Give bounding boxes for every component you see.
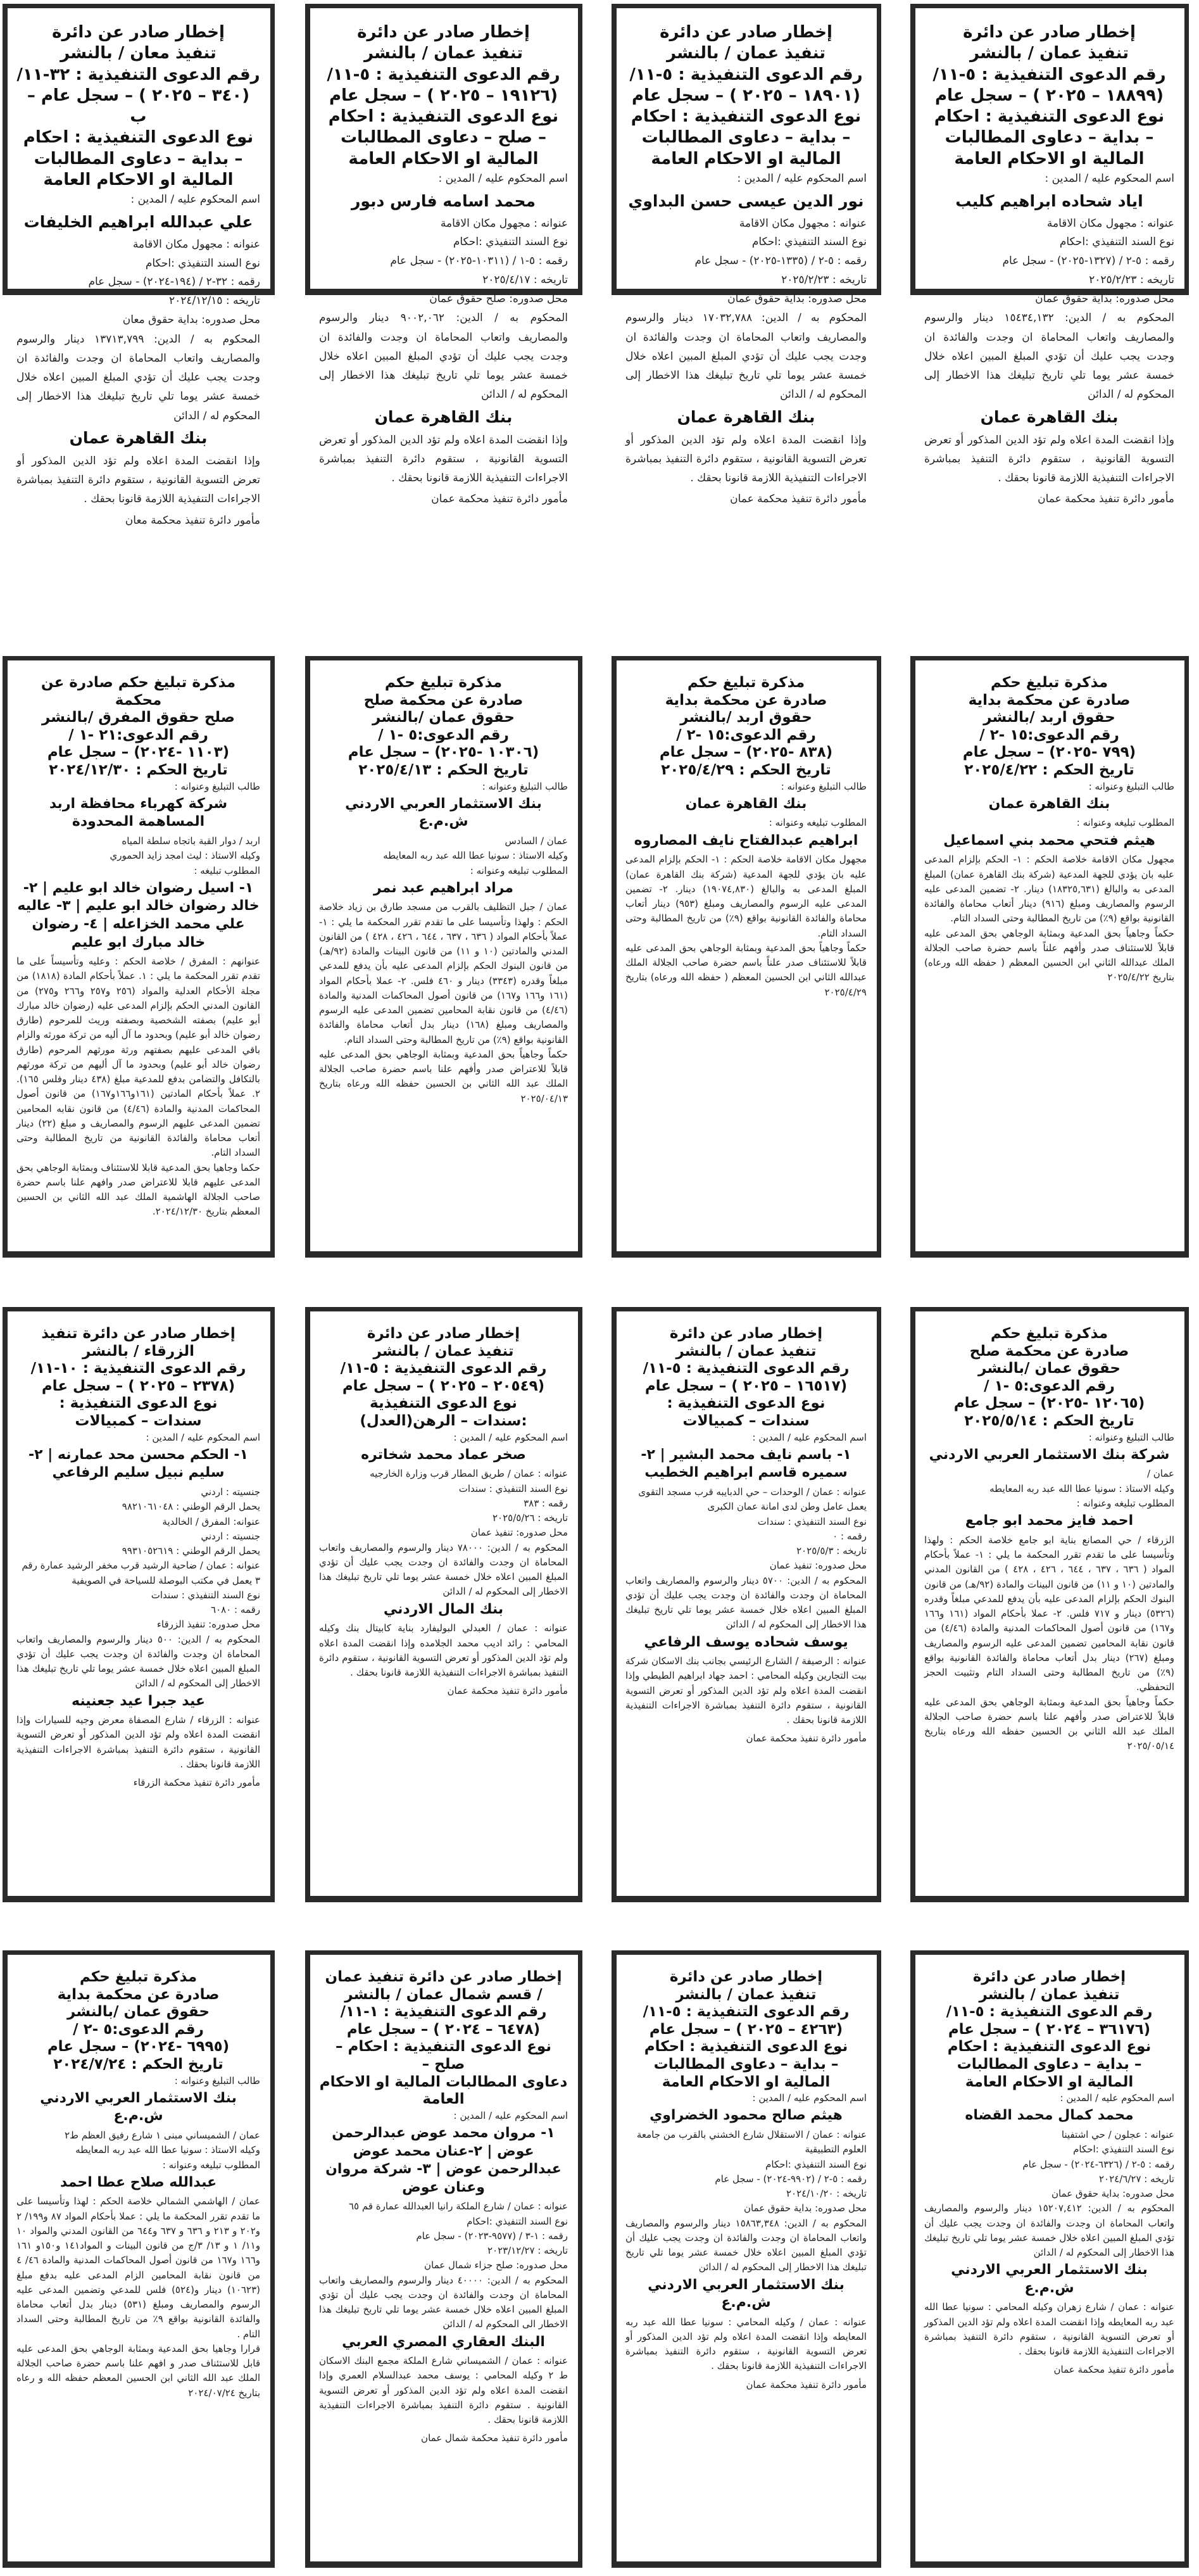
- respondent-name: احمد فايز محمد ابو جامع: [965, 1513, 1134, 1529]
- respondent-name: مراد ابراهيم عبد نمر: [373, 880, 514, 896]
- notice-r3c3: إخطار صادر عن دائرة تنفيذ عمان / بالنشر رقم الدعوى التنفيذية : ٥-١١/ (٢٠٥٤٩ – ٢٠٢٥ ) – سجل عام نوع الدعوى التنفيذية :سندات – الرهن(العدل) اسم المحكوم عليه / المدين : صخر عماد محمد شخاتره عنوانه : عمان / طريق المطار قرب وزارة الخارجيه نوع السند التنفيذي : سندات رقمه : ٣٨٣ تاريخه : ٢٠٢٥/٥/٢٦ محل صدوره: تنفيذ عمان المحكوم به / الدين: ٧٨٠٠٠ دينار والرسوم والمصاريف واتعاب المحاماة ان وجدت والفائدة ان وجدت يجب عليك أن تؤدي المبلغ المبين اعلاه خلال خمسة عشر يوما تلي تاريخ تبليغك هذا الاخطار إلى المحكوم له / الدائن بنك المال الاردني عنوانه : عمان / العبدلي البوليفارد بناية كابيتال بنك وكيله المحامي : رائد اديب محمد الجلامده وإذا انقضت المدة اعلاه ولم تؤد الدين المذكور أو تعرض التسوية القانونية ، ستقوم دائرة التنفيذ بمباشرة الاجراءات التنفيذية اللازمة قانونا بحقك . مأمور دائرة تنفيذ محكمة عمان: [305, 1307, 582, 1902]
- requester-name: بنك الاستثمار العربي الاردني ش.م.ع: [345, 795, 542, 830]
- notice-r2c3: مذكرة تبليغ حكم صادرة عن محكمة صلح حقوق عمان /بالنشر رقم الدعوى:٥ -١ / (١٠٣٠٦ -٢٠٢٥) – سجل عام تاريخ الحكم : ٢٠٢٥/٤/١٣ طالب التبليغ وعنوانه : بنك الاستثمار العربي الاردني ش.م.ع عمان / السادس وكيله الاستاذ : سونيا عطا الله عبد ربه المعايطه المطلوب تبليغه وعنوانه : مراد ابراهيم عبد نمر عمان / جبل التظليف بالقرب من مسجد طارق بن زياد خلاصة الحكم : ولهذا وتأسيسا على ما تقدم تقرر المحكمة ما يلي : ١- عملاً بأحكام المواد ( ٦٣٦ ، ٦٣٧ ، ٦٤٤ ، ٤٢٦ ، ٤٢٨ ) من القانون المدني والمادتين (١٠ و ١١) من قانون البينات والمادة (٩٢/هـ) من قانون البنوك الحكم بإلزام المدعى عليه بأن يدفع للمدعي مبلغاً وقدره (٣٣٤٣) دينار و ٤٦٠ فلس. ٢- عملا بأحكام المواد (١٦١ و١٦٦ و١٦٧) من قانون أصول المحاكمات المدنية والمادة (٤/٤٦) من قانون نقابة المحامين تضمين المدعى عليه الرسوم والمصاريف ومبلغ (١٦٨) دينار بدل أتعاب محاماة والفائدة القانونية بواقع (٩٪) من تاريخ المطالبة وحتى السداد التام. حكماً وجاهياً بحق المدعية وبمثابة الوجاهي بحق المدعى عليه قابلاً للاعتراض صدر وأفهم علنا باسم حضرة صاحب الجلالة الملك عبد الله الثاني بن الحسين حفظه الله ورعاه بتاريخ ٢٠٢٥/٠٤/١٣: [305, 656, 582, 1258]
- debtor-name: محمد اسامه فارس دبور: [351, 191, 536, 210]
- notice-r1c4: إخطار صادر عن دائرة تنفيذ معان / بالنشر رقم الدعوى التنفيذية : ٣٢-١١/ (٣٤٠ – ٢٠٢٥ ) – سجل عام – ب نوع الدعوى التنفيذية : احكام – بداية – دعاوى المطالبات المالية او الاحكام العامة اسم المحكوم عليه / المدين : علي عبدالله ابراهيم الخليفات عنوانه : مجهول مكان الاقامة نوع السند التنفيذي :احكام رقمه : ٣٢-٢ / (١٩٤-٢٠٢٤) - سجل عام تاريخه : ٢٠٢٤/١٢/١٥ محل صدوره: بداية حقوق معان المحكوم به / الدين: ١٣٧١٣,٧٩٩ دينار والرسوم والمصاريف واتعاب المحاماة ان وجدت والفائدة ان وجدت يجب عليك أن تؤدي المبلغ المبين اعلاه خلال خمسة عشر يوما تلي تاريخ تبليغك هذا الاخطار إلى المحكوم له / الدائن بنك القاهرة عمان وإذا انقضت المدة اعلاه ولم تؤد الدين المذكور أو تعرض التسوية القانونية ، ستقوم دائرة التنفيذ بمباشرة الاجراءات التنفيذية اللازمة قانونا بحقك . مأمور دائرة تنفيذ محكمة معان: [3, 4, 275, 295]
- notice-title: مذكرة تبليغ حكم صادرة عن محكمة صلح حقوق عمان /بالنشر رقم الدعوى:٥ -١ / (١٠٣٠٦ -٢٠٢٥) – سجل عام تاريخ الحكم : ٢٠٢٥/٤/١٣: [348, 674, 539, 778]
- notice-title: مذكرة تبليغ حكم صادرة عن محكمة بداية حقوق اربد /بالنشر رقم الدعوى:١٥ -٢ / (٨٣٨ -٢٠٢٥) – سجل عام تاريخ الحكم : ٢٠٢٥/٤/٢٩: [659, 674, 833, 778]
- debtor-names: ١- باسم نايف محمد البشير | ٢- سميره قاسم ابراهيم الخطيب: [641, 1446, 851, 1481]
- creditor-name: بنك الاستثمار العربي الاردني ش.م.ع: [951, 2262, 1148, 2296]
- debtor-name: هيثم صالح محمود الخضراوي: [650, 2107, 843, 2124]
- notice-title: إخطار صادر عن دائرة تنفيذ عمان / بالنشر رقم الدعوى التنفيذية : ٥-١١/ (٣٦١٧٦ – ٢٠٢٤ ) – سجل عام نوع الدعوى التنفيذية : احكام – بداية – دعاوى المطالبات المالية او الاحكام العامة: [946, 1969, 1153, 2090]
- respondent-names: ١- اسيل رضوان خالد ابو عليم | ٢- خالد رضوان خالد ابو عليم | ٣- عاليه علي محمد الخزاعله | ٤- رضوان خالد مبارك ابو عليم: [17, 880, 260, 950]
- requester-name: بنك الاستثمار العربي الاردني ش.م.ع: [40, 2090, 237, 2125]
- signature: مأمور دائرة تنفيذ محكمة شمال عمان: [421, 2432, 568, 2444]
- notice-title: إخطار صادر عن دائرة تنفيذ معان / بالنشر رقم الدعوى التنفيذية : ٣٢-١١/ (٣٤٠ – ٢٠٢٥ ) – سجل عام – ب نوع الدعوى التنفيذية : احكام – بداية – دعاوى المطالبات المالية او الاحكام العامة: [16, 23, 260, 189]
- requester-name: بنك القاهرة عمان: [988, 795, 1110, 812]
- notice-title: إخطار صادر عن دائرة تنفيذ الزرقاء / بالنشر رقم الدعوى التنفيذية : ١٠-١١/ (٢٣٧٨ – ٢٠٢٥ ) – سجل عام نوع الدعوى التنفيذية : سندات – كمبيالات: [30, 1325, 246, 1429]
- signature: مأمور دائرة تنفيذ محكمة عمان: [746, 1733, 867, 1745]
- notice-r4c1: إخطار صادر عن دائرة تنفيذ عمان / بالنشر رقم الدعوى التنفيذية : ٥-١١/ (٣٦١٧٦ – ٢٠٢٤ ) – سجل عام نوع الدعوى التنفيذية : احكام – بداية – دعاوى المطالبات المالية او الاحكام العامة اسم المحكوم عليه / المدين : محمد كمال محمد القضاه عنوانه : عجلون / حي اشتفينا نوع السند التنفيذي :احكام رقمه : ٥-٢ / (٦٣٢٦-٢٠٢٤) - سجل عام تاريخه : ٢٠٢٤/٦/٢٧ محل صدوره: بداية حقوق عمان المحكوم به / الدين: ١٥٢٠٧,٤١٢ دينار والرسوم والمصاريف واتعاب المحاماة ان وجدت والفائدة ان وجدت يجب عليك أن تؤدي المبلغ المبين اعلاه خلال خمسة عشر يوما تلي تاريخ تبليغك هذا الاخطار إلى المحكوم له / الدائن بنك الاستثمار العربي الاردني ش.م.ع عنوانه : عمان / شارع زهران وكيله المحامي : سونيا عطا الله عبد ربه المعايطه وإذا انقضت المدة اعلاه ولم تؤد الدين المذكور أو تعرض التسوية القانونية ، ستقوم دائرة التنفيذ بمباشرة الاجراءات التنفيذية اللازمة قانونا بحقك . مأمور دائرة تنفيذ محكمة عمان: [910, 1950, 1189, 2568]
- creditor-name: بنك القاهرة عمان: [374, 407, 513, 426]
- notice-r2c4: مذكرة تبليغ حكم صادرة عن محكمة صلح حقوق المفرق /بالنشر رقم الدعوى:٢١ -١ / (١١٠٣ -٢٠٢٤) – سجل عام تاريخ الحكم : ٢٠٢٤/١٢/٣٠ طالب التبليغ وعنوانه : شركة كهرباء محافظة اربد المساهمة المحدودة اربد / دوار القبة باتجاه سلطة المياه وكيله الاستاذ : ليث امجد زايد الحموري المطلوب تبليغه : ١- اسيل رضوان خالد ابو عليم | ٢- خالد رضوان خالد ابو عليم | ٣- عاليه علي محمد الخزاعله | ٤- رضوان خالد مبارك ابو عليم عنوانهم : المفرق / خلاصة الحكم : وعليه وتأسيساً على ما تقدم تقرر المحكمة ما يلي : ١. عملاً بأحكام المادة (١٨١٨) من مجلة الأحكام العدلية والمواد (٢٥٦ و٢٥٧ و٢٦٦ و٢٧٥) من القانون المدني الحكم بإلزام المدعى عليه (رضوان خالد مبارك أبو عليم) بصفته الشخصية وبصفته وريث للمرحوم (طارق رضوان خالد أبو عليم) وبحدود ما آل أليه من تركة مورثه والزام باقي المدعى عليهم بصفتهم ورثة مورثهم المرحوم (طارق رضوان خالد أبو عليم) وبحدود ما آل أليهم من تركة مورثهم بالتكافل والتضامن بدفع للمدعية مبلغ (٤٣٨ دينار وفلس ١٦٥). ٢. عملاً بأحكام المادتين (١٦١و١٦٦و١٦٧) من قانون أصول المحاكمات المدنية والمادة (٤/٤٦) من قانون نقابه المحامين تضمين المدعى عليهم الرسوم والمصاريف و مبلغ (٢٢) دينار أتعاب محاماة والفائدة القانونية من تاريخ المطالبة وحتى السداد التام. حكما وجاهيا بحق المدعية قابلا للاستئناف وبمثابة الوجاهي بحق المدعى عليهم قابلا للاعتراض صدر وافهم علنا باسم حضرة صاحب الجلالة الهاشمية الملك عبد الله الثاني بن الحسين المعظم بتاريخ ٢٠٢٤/١٢/٣٠.: [3, 656, 275, 1258]
- signature: مأمور دائرة تنفيذ محكمة عمان: [1038, 493, 1174, 506]
- notice-r4c3: إخطار صادر عن دائرة تنفيذ عمان / قسم شمال عمان / بالنشر رقم الدعوى التنفيذية : ١-١١/ (٦٤٧٨ – ٢٠٢٤ ) – سجل عام نوع الدعوى التنفيذية : احكام – صلح – دعاوى المطالبات المالية او الاحكام العامة اسم المحكوم عليه / المدين : ١- مروان محمد عوض عبدالرحمن عوض | ٢-عنان محمد عوض عبدالرحمن عوض | ٣- شركة مروان وعنان عوض عنوانه : عمان / شارع الملكة رانيا العبدالله عمارة قم ٦٥ نوع السند التنفيذي :احكام رقمه : ١-٣ / (٩٥٧٧-٢٠٢٣) - سجل عام تاريخه : ٢٠٢٣/١٢/٢٧ محل صدوره: صلح جزاء شمال عمان المحكوم به / الدين: ٤٠٠٠٠ دينار والرسوم والمصاريف واتعاب المحاماة ان وجدت والفائدة ان وجدت يجب عليك أن تؤدي المبلغ المبين اعلاه خلال خمسة عشر يوما تلي تاريخ تبليغك هذا الاخطار الى المحكوم له / الدائن البنك العقاري المصري العربي عنوانه : عمان / الشميساني شارع الملكة مجمع البنك الاسكان ط ٢ وكيله المحامي : يوسف محمد عبدالسلام العمري وإذا انقضت المدة اعلاه ولم تؤد الدين المذكور أو تعرض التسوية القانونية . ستقوم دائرة التنفيذ بمباشرة الاجراءات التنفيذية اللازمة قانونا بحقك . مأمور دائرة تنفيذ محكمة شمال عمان: [305, 1950, 582, 2568]
- debtor-names: ١- مروان محمد عوض عبدالرحمن عوض | ٢-عنان محمد عوض عبدالرحمن عوض | ٣- شركة مروان وعنان عوض: [325, 2125, 562, 2195]
- requester-name: شركة بنك الاستثمار العربي الاردني: [929, 1446, 1170, 1463]
- signature: مأمور دائرة تنفيذ محكمة عمان: [447, 1685, 568, 1697]
- debtor-name: علي عبدالله ابراهيم الخليفات: [23, 212, 253, 231]
- notice-r3c4: إخطار صادر عن دائرة تنفيذ الزرقاء / بالنشر رقم الدعوى التنفيذية : ١٠-١١/ (٢٣٧٨ – ٢٠٢٥ ) – سجل عام نوع الدعوى التنفيذية : سندات – كمبيالات اسم المحكوم عليه / المدين : ١- الحكم محسن محد عمارنه | ٢- سليم نبيل سليم الرفاعي جنسيته : اردني يحمل الرقم الوطني : ٩٨٢١٠٦١٠٤٨ عنوانه: المفرق / الخالدية جنسيته : اردني يحمل الرقم الوطني : ٩٩٣١٠٥٢٦١٩ عنوانه : عمان / ضاحية الرشيد قرب مخفر الرشيد عمارة رقم ٣ يعمل في مكتب البوصلة للسياحة في الصويفية نوع السند التنفيذي : سندات رقمه : ٦٠٨٠ محل صدوره: تنفيذ الزرقاء المحكوم به / الدين: ٥٠٠ دينار والرسوم والمصاريف واتعاب المحاماة ان وجدت والفائدة ان وجدت يجب عليك أن تؤدي المبلغ المبين اعلاه خلال خمسة عشر يوما تلي تاريخ تبليغك هذا الاخطار إلى المحكوم له / الدائن عيد جبرا عيد جعنينه عنوانه : الزرقاء / شارع المصفاة معرض وجيه للسيارات وإذا انقضت المدة اعلاه ولم تؤد الدين المذكور أو تعرض التسوية القانونية ، ستقوم دائرة التنفيذ بمباشرة الاجراءات التنفيذية اللازمة قانونا بحقك . مأمور دائرة تنفيذ محكمة الزرقاء: [3, 1307, 275, 1902]
- notice-title: مذكرة تبليغ حكم صادرة عن محكمة بداية حقوق عمان /بالنشر رقم الدعوى:٥ -٢ / (٦٩٩٥ -٢٠٢٤) – سجل عام تاريخ الحكم : ٢٠٢٤/٧/٢٤: [47, 1969, 230, 2073]
- debtor-name: نور الدين عيسى حسن البداوي: [628, 191, 864, 210]
- notice-title: إخطار صادر عن دائرة تنفيذ عمان / بالنشر رقم الدعوى التنفيذية : ٥-١١/ (١٦٥١٧ – ٢٠٢٥ ) – سجل عام نوع الدعوى التنفيذية : سندات – كمبيالات: [643, 1325, 850, 1429]
- notice-title: إخطار صادر عن دائرة تنفيذ عمان / بالنشر رقم الدعوى التنفيذية : ٥-١١/ (١٨٨٩٩ – ٢٠٢٥ ) – سجل عام نوع الدعوى التنفيذية : احكام – بداية – دعاوى المطالبات المالية او الاحكام العامة: [932, 23, 1166, 168]
- notice-r2c2: مذكرة تبليغ حكم صادرة عن محكمة بداية حقوق اربد /بالنشر رقم الدعوى:١٥ -٢ / (٨٣٨ -٢٠٢٥) – سجل عام تاريخ الحكم : ٢٠٢٥/٤/٢٩ طالب التبليغ وعنوانه : بنك القاهرة عمان المطلوب تبليغه وعنوانه : ابراهيم عبدالفتاح نايف المصاروه مجهول مكان الاقامة خلاصة الحكم : ١- الحكم بإلزام المدعى عليه بان يؤدي للجهة المدعية (شركة بنك القاهرة عمان) المبلغ المدعى به والبالغ (١٩٠٧٤,٨٣٠) دينار. ٢- تضمين المدعى عليه الرسوم والمصاريف ومبلغ (٩٥٣) دينار أتعاب محاماة والفائدة القانونية بواقع (٩٪) من تاريخ المطالبة وحتى السداد التام. حكماً وجاهياً بحق المدعية وبمثابة الوجاهي بحق المدعى عليه قابلاً للاستئناف صدر علناً باسم حضرة صاحب الجلالة الملك عبدالله الثاني ابن الحسين المعظم ( حفظه الله ورعاه) بتاريخ ٢٠٢٥/٤/٢٩: [612, 656, 881, 1258]
- notice-title: إخطار صادر عن دائرة تنفيذ عمان / قسم شمال عمان / بالنشر رقم الدعوى التنفيذية : ١-١١/ (٦٤٧٨ – ٢٠٢٤ ) – سجل عام نوع الدعوى التنفيذية : احكام – صلح – دعاوى المطالبات المالية او الاحكام العامة: [319, 1969, 568, 2108]
- creditor-name: عيد جبرا عيد جعنينه: [71, 1693, 206, 1709]
- creditor-name: بنك القاهرة عمان: [677, 407, 815, 426]
- notice-r1c2: إخطار صادر عن دائرة تنفيذ عمان / بالنشر رقم الدعوى التنفيذية : ٥-١١/ (١٨٩٠١ – ٢٠٢٥ ) – سجل عام نوع الدعوى التنفيذية : احكام – بداية – دعاوى المطالبات المالية او الاحكام العامة اسم المحكوم عليه / المدين : نور الدين عيسى حسن البداوي عنوانه : مجهول مكان الاقامة نوع السند التنفيذي :احكام رقمه : ٥-٢ / (١٣٣٥-٢٠٢٥) - سجل عام تاريخه : ٢٠٢٥/٢/٢٣ محل صدوره: بداية حقوق عمان المحكوم به / الدين: ١٧٠٣٢,٧٨٨ دينار والرسوم والمصاريف واتعاب المحاماة ان وجدت والفائدة ان وجدت يجب عليك أن تؤدي المبلغ المبين اعلاه خلال خمسة عشر يوما تلي تاريخ تبليغك هذا الاخطار إلى المحكوم له / الدائن بنك القاهرة عمان وإذا انقضت المدة اعلاه ولم تؤد الدين المذكور أو تعرض التسوية القانونية ، ستقوم دائرة التنفيذ بمباشرة الاجراءات التنفيذية اللازمة قانونا بحقك . مأمور دائرة تنفيذ محكمة عمان: [612, 4, 881, 295]
- notice-r2c1: مذكرة تبليغ حكم صادرة عن محكمة بداية حقوق اربد /بالنشر رقم الدعوى:١٥ -٢ / (٧٩٩ -٢٠٢٥) – سجل عام تاريخ الحكم : ٢٠٢٥/٤/٢٢ طالب التبليغ وعنوانه : بنك القاهرة عمان المطلوب تبليغه وعنوانه : هيثم فتحي محمد بني اسماعيل مجهول مكان الاقامة خلاصة الحكم : ١- الحكم بإلزام المدعى عليه بان يؤدي للجهة المدعية (شركة بنك القاهرة عمان) المبلغ المدعى به والبالغ (١٨٣٢٥,٦٣١) دينار. ٢- تضمين المدعى عليه الرسوم والمصاريف ومبلغ (٩١٦) دينار أتعاب محاماة والفائدة القانونية بواقع (٩٪) من تاريخ المطالبة وحتى السداد التام. حكماً وجاهياً بحق المدعية وبمثابة الوجاهي بحق المدعى عليه قابلاً للاستئناف صدر وأفهم علناً باسم حضرة صاحب الجلالة الملك عبدالله الثاني ابن الحسين المعظم ( حفظه الله ورعاه) بتاريخ ٢٠٢٥/٤/٢٢: [910, 656, 1189, 1258]
- notice-title: مذكرة تبليغ حكم صادرة عن محكمة بداية حقوق اربد /بالنشر رقم الدعوى:١٥ -٢ / (٧٩٩ -٢٠٢٥) – سجل عام تاريخ الحكم : ٢٠٢٥/٤/٢٢: [962, 674, 1136, 778]
- debtor-name: صخر عماد محمد شخاتره: [361, 1446, 526, 1463]
- notice-r4c4: مذكرة تبليغ حكم صادرة عن محكمة بداية حقوق عمان /بالنشر رقم الدعوى:٥ -٢ / (٦٩٩٥ -٢٠٢٤) – سجل عام تاريخ الحكم : ٢٠٢٤/٧/٢٤ طالب التبليغ وعنوانه : بنك الاستثمار العربي الاردني ش.م.ع عمان / الشميساني مبنى ١ شارع رفيق العظم ط٢ وكيله الاستاذ : سونيا عطا الله عبد ربه المعايطه المطلوب تبليغه وعنوانه : عبدالله صلاح عطا احمد عمان / الهاشمي الشمالي خلاصة الحكم : لهذا وتأسيسا على ما تقدم تقرر المحكمة ما يلي : عملا بأحكام المواد ٨٧ و١٩٩/ ٢ و٢٠٢ و ٢١٣ و ٦٣٦ و ٦٣٧ و٦٤٤ من القانون المدني والمواد ١٠ و١١/ ١ و ١٣/ ٣/ج من قانون البينات و المواد١٤١ و١٥٠و ١٦١ و١٦٦ و١٦٧ من قانون أصول المحاكمات المدنية والمادة ٤٦/ ٤ من قانون نقابة المحامين الزام المدعى عليه بدفع مبلغ (١٠٦٢٣) دينار و(٥٢٤) فلس للمدعي وتضمين المدعى عليه الرسوم والمصاريف ومبلغ (٥٣١) دينار بدل أتعاب محاماة والفائدة القانونية بواقع ٩٪ من تاريخ المطالبة وحتى السداد التام . قرارا وجاهيا بحق المدعية وبمثابة الوجاهي بحق المدعى عليه قابل للاستئناف صدر و افهم علنا باسم حضرة صاحب الجلالة الملك عبد الله الثاني ابن الحسين المعظم حفظه الله و رعاه بتاريخ ٢٠٢٤/٠٧/٢٤: [3, 1950, 275, 2568]
- notice-title: إخطار صادر عن دائرة تنفيذ عمان / بالنشر رقم الدعوى التنفيذية : ٥-١١/ (١٨٩٠١ – ٢٠٢٥ ) – سجل عام نوع الدعوى التنفيذية : احكام – بداية – دعاوى المطالبات المالية او الاحكام العامة: [629, 23, 863, 168]
- notice-r1c1: إخطار صادر عن دائرة تنفيذ عمان / بالنشر رقم الدعوى التنفيذية : ٥-١١/ (١٨٨٩٩ – ٢٠٢٥ ) – سجل عام نوع الدعوى التنفيذية : احكام – بداية – دعاوى المطالبات المالية او الاحكام العامة اسم المحكوم عليه / المدين : اياد شحاده ابراهيم كليب عنوانه : مجهول مكان الاقامة نوع السند التنفيذي :احكام رقمه : ٥-٢ / (١٣٢٧-٢٠٢٥) - سجل عام تاريخه : ٢٠٢٥/٢/٢٣ محل صدوره: بداية حقوق عمان المحكوم به / الدين: ١٥٤٣٤,١٣٢ دينار والرسوم والمصاريف واتعاب المحاماة ان وجدت والفائدة ان وجدت يجب عليك أن تؤدي المبلغ المبين اعلاه خلال خمسة عشر يوما تلي تاريخ تبليغك هذا الاخطار إلى المحكوم له / الدائن بنك القاهرة عمان وإذا انقضت المدة اعلاه ولم تؤد الدين المذكور أو تعرض التسوية القانونية ، ستقوم دائرة التنفيذ بمباشرة الاجراءات التنفيذية اللازمة قانونا بحقك . مأمور دائرة تنفيذ محكمة عمان: [910, 4, 1189, 295]
- notice-r3c2: إخطار صادر عن دائرة تنفيذ عمان / بالنشر رقم الدعوى التنفيذية : ٥-١١/ (١٦٥١٧ – ٢٠٢٥ ) – سجل عام نوع الدعوى التنفيذية : سندات – كمبيالات اسم المحكوم عليه / المدين : ١- باسم نايف محمد البشير | ٢- سميره قاسم ابراهيم الخطيب عنوانه : عمان / الوحدات – حي الدبايبه قرب مسجد التقوى يعمل عامل وطن لدى امانة عمان الكبرى نوع السند التنفيذي : سندات رقمه : ٠ تاريخه : ٢٠٢٥/٥/٣ محل صدوره: تنفيذ عمان المحكوم به / الدين: ٥٧٠٠ دينار والرسوم والمصاريف واتعاب المحاماة ان وجدت والفائدة ان وجدت يجب عليك أن تؤدي المبلغ المبين اعلاه خلال خمسة عشر يوما تلي تاريخ تبليغك هذا الاخطار إلى المحكوم له / الدائن يوسف شحاده يوسف الرفاعي عنوانه : الرصيفة / الشارع الرئيسي بجانب بنك الاسكان شركة بيت التجارين وكيله المحامي : احمد جهاد ابراهيم الطيطي وإذا انقضت المدة اعلاه ولم تؤد الدين المذكور أو تعرض التسوية القانونية ، ستقوم دائرة التنفيذ بمباشرة الاجراءات التنفيذية اللازمة قانونا بحقك . مأمور دائرة تنفيذ محكمة عمان: [612, 1307, 881, 1902]
- debtor-name: اياد شحاده ابراهيم كليب: [955, 191, 1143, 210]
- requester-name: شركة كهرباء محافظة اربد المساهمة المحدودة: [49, 795, 228, 830]
- signature: مأمور دائرة تنفيذ محكمة عمان: [1053, 2364, 1174, 2376]
- creditor-name: البنك العقاري المصري العربي: [342, 2333, 545, 2350]
- notice-title: مذكرة تبليغ حكم صادرة عن محكمة صلح حقوق عمان /بالنشر رقم الدعوى:٥ -١ / (١٢٠٦٥ -٢٠٢٥) – سجل عام تاريخ الحكم : ٢٠٢٥/٥/١٤: [953, 1325, 1145, 1429]
- signature: مأمور دائرة تنفيذ محكمة عمان: [746, 2378, 867, 2390]
- notice-r1c3: إخطار صادر عن دائرة تنفيذ عمان / بالنشر رقم الدعوى التنفيذية : ٥-١١/ (١٩١٢٦ – ٢٠٢٥ ) – سجل عام نوع الدعوى التنفيذية : احكام – صلح – دعاوى المطالبات المالية او الاحكام العامة اسم المحكوم عليه / المدين : محمد اسامه فارس دبور عنوانه : مجهول مكان الاقامة نوع السند التنفيذي :احكام رقمه : ٥-١ / (١٠٣١١-٢٠٢٥) - سجل عام تاريخه : ٢٠٢٥/٤/١٧ محل صدوره: صلح حقوق عمان المحكوم به / الدين: ٩٠٠٢,٠٦٢ دينار والرسوم والمصاريف واتعاب المحاماة ان وجدت والفائدة ان وجدت يجب عليك أن تؤدي المبلغ المبين اعلاه خلال خمسة عشر يوما تلي تاريخ تبليغك هذا الاخطار إلى المحكوم له / الدائن بنك القاهرة عمان وإذا انقضت المدة اعلاه ولم تؤد الدين المذكور أو تعرض التسوية القانونية ، ستقوم دائرة التنفيذ بمباشرة الاجراءات التنفيذية اللازمة قانونا بحقك . مأمور دائرة تنفيذ محكمة عمان: [305, 4, 582, 295]
- notice-r4c2: إخطار صادر عن دائرة تنفيذ عمان / بالنشر رقم الدعوى التنفيذية : ٥-١١/ (٤٢٦٣ – ٢٠٢٥ ) – سجل عام نوع الدعوى التنفيذية : احكام – بداية – دعاوى المطالبات المالية او الاحكام العامة اسم المحكوم عليه / المدين : هيثم صالح محمود الخضراوي عنوانه : عمان / الاستقلال شارع الخشني بالقرب من جامعة العلوم التطبيقية نوع السند التنفيذي :احكام رقمه : ٥-٢ / (٩٩٠٢-٢٠٢٤) - سجل عام تاريخه : ٢٠٢٤/١٠/٢٠ محل صدوره: بداية حقوق عمان المحكوم به / الدين: ١٥٨٦٣,٣٤٨ دينار والرسوم والمصاريف واتعاب المحاماة ان وجدت والفائدة ان وجدت يجب عليك أن تؤدي المبلغ المبين اعلاه خلال خمسة عشر يوما تلي تاريخ تبليغك هذا الاخطار إلى المحكوم له / الدائن بنك الاستثمار العربي الاردني ش.م.ع عنوانه : عمان / وكيله المحامي : سونيا عطا الله عبد ربه المعايطه وإذا انقضت المدة اعلاه ولم تؤد الدين المذكور أو تعرض التسوية القانونية ، ستقوم دائرة التنفيذ بمباشرة الاجراءات التنفيذية اللازمة قانونا بحقك . مأمور دائرة تنفيذ محكمة عمان: [612, 1950, 881, 2568]
- signature: مأمور دائرة تنفيذ محكمة معان: [125, 514, 260, 527]
- creditor-name: يوسف شحاده يوسف الرفاعي: [644, 1634, 848, 1650]
- notice-title: إخطار صادر عن دائرة تنفيذ عمان / بالنشر رقم الدعوى التنفيذية : ٥-١١/ (٤٢٦٣ – ٢٠٢٥ ) – سجل عام نوع الدعوى التنفيذية : احكام – بداية – دعاوى المطالبات المالية او الاحكام العامة: [643, 1969, 850, 2090]
- notice-title: إخطار صادر عن دائرة تنفيذ عمان / بالنشر رقم الدعوى التنفيذية : ٥-١١/ (١٩١٢٦ – ٢٠٢٥ ) – سجل عام نوع الدعوى التنفيذية : احكام – صلح – دعاوى المطالبات المالية او الاحكام العامة: [327, 23, 560, 168]
- notice-r3c1: مذكرة تبليغ حكم صادرة عن محكمة صلح حقوق عمان /بالنشر رقم الدعوى:٥ -١ / (١٢٠٦٥ -٢٠٢٥) – سجل عام تاريخ الحكم : ٢٠٢٥/٥/١٤ طالب التبليغ وعنوانه : شركة بنك الاستثمار العربي الاردني عمان / وكيله الاستاذ : سونيا عطا الله عبد ربه المعايطه المطلوب تبليغه وعنوانه : احمد فايز محمد ابو جامع الزرقاء / حي المصانع بناية ابو جامع خلاصة الحكم : ولهذا وتأسيسا على ما تقدم تقرر المحكمة ما يلي : ١- عملاً بأحكام المواد ( ٦٣٦ ، ٦٣٧ ، ٦٤٤ ، ٤٢٦ ، ٤٢٨ ) من القانون المدني والمادتين (١٠ و ١١) من قانون البينات والمادة (٩٢/هـ) من قانون البنوك الحكم بإلزام المدعى عليه بأن يدفع للمدعي مبلغاً وقدره (٥٣٢٦) دينار و ٧١٧ فلس. ٢- عملا بأحكام المواد (١٦١ و١٦٦ و١٦٧) من قانون أصول المحاكمات المدنية والمادة (٤/٤٦) من قانون نقابة المحامين تضمين المدعى عليه الرسوم والمصاريف ومبلغ (٢٦٧) دينار بدل أتعاب محاماة والفائدة القانونية بواقع (٩٪) من تاريخ المطالبة وحتى السداد التام وتثبيت الحجز التحفظي. حكماً وجاهياً بحق المدعية وبمثابة الوجاهي بحق المدعى عليه قابلاً للاعتراض صدر وأفهم علنا باسم حضرة صاحب الجلالة الملك عبد الله الثاني بن الحسين حفظه الله ورعاه بتاريخ ٢٠٢٥/٠٥/١٤: [910, 1307, 1189, 1902]
- signature: مأمور دائرة تنفيذ محكمة عمان: [730, 493, 867, 506]
- respondent-name: ابراهيم عبدالفتاح نايف المصاروه: [634, 832, 858, 849]
- notice-title: مذكرة تبليغ حكم صادرة عن محكمة صلح حقوق المفرق /بالنشر رقم الدعوى:٢١ -١ / (١١٠٣ -٢٠٢٤) – سجل عام تاريخ الحكم : ٢٠٢٤/١٢/٣٠: [41, 674, 236, 778]
- debtor-name: محمد كمال محمد القضاه: [965, 2107, 1134, 2124]
- signature: مأمور دائرة تنفيذ محكمة عمان: [431, 493, 568, 506]
- respondent-name: هيثم فتحي محمد بني اسماعيل: [943, 832, 1155, 849]
- debtor-names: ١- الحكم محسن محد عمارنه | ٢- سليم نبيل سليم الرفاعي: [28, 1446, 248, 1481]
- notice-title: إخطار صادر عن دائرة تنفيذ عمان / بالنشر رقم الدعوى التنفيذية : ٥-١١/ (٢٠٥٤٩ – ٢٠٢٥ ) – سجل عام نوع الدعوى التنفيذية :سندات – الرهن(العدل): [340, 1325, 547, 1429]
- creditor-name: بنك القاهرة عمان: [69, 428, 208, 447]
- requester-name: بنك القاهرة عمان: [685, 795, 807, 812]
- creditor-name: بنك الاستثمار العربي الاردني ش.م.ع: [648, 2276, 844, 2311]
- creditor-name: بنك القاهرة عمان: [980, 407, 1119, 426]
- signature: مأمور دائرة تنفيذ محكمة الزرقاء: [133, 1777, 260, 1789]
- creditor-name: بنك المال الاردني: [383, 1601, 504, 1617]
- respondent-name: عبدالله صلاح عطا احمد: [60, 2174, 217, 2190]
